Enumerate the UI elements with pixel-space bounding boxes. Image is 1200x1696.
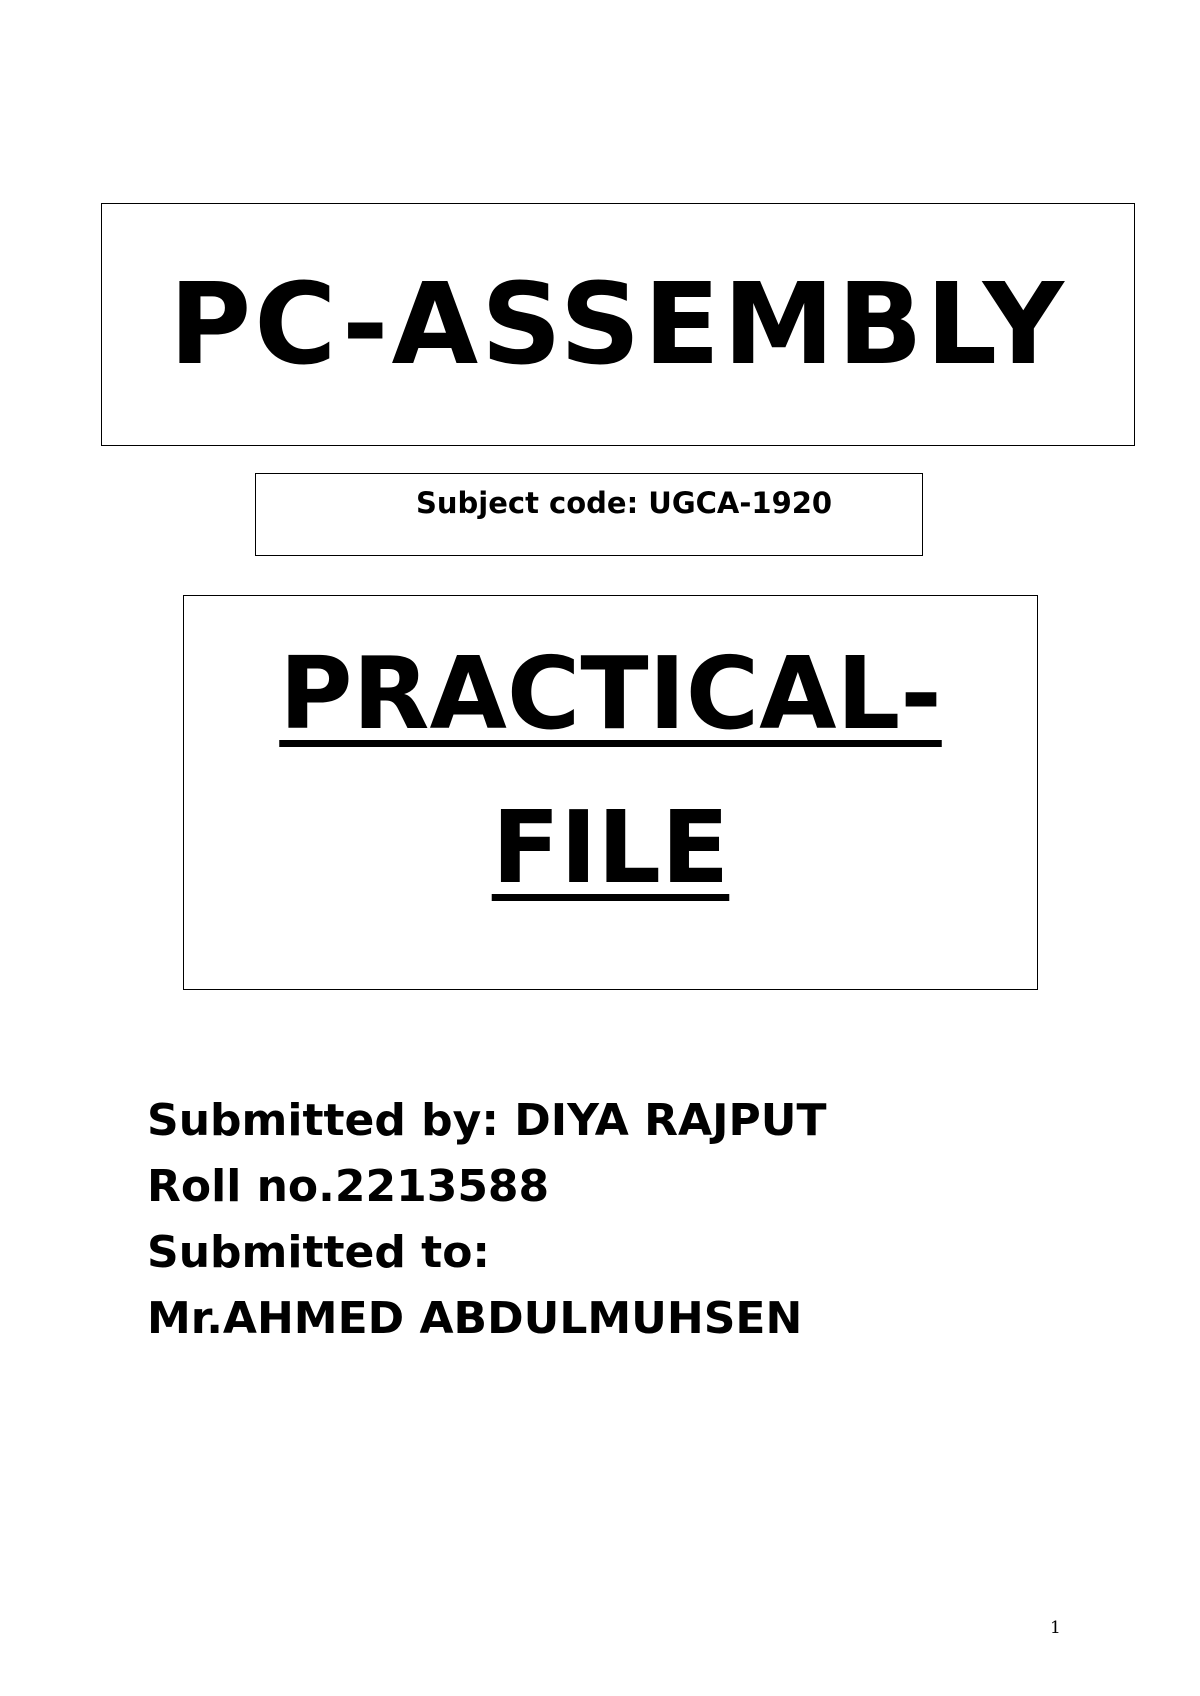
subject-code-box (255, 473, 923, 556)
page-number: 1 (1050, 1618, 1061, 1638)
practical-heading-line-1 (184, 635, 1037, 752)
submitted-to-label: Submitted to: (147, 1227, 491, 1278)
practical-file-box (183, 595, 1038, 990)
practical-heading-text-1: PRACTICAL- (279, 635, 942, 752)
submitted-by: Submitted by: DIYA RAJPUT (147, 1095, 827, 1146)
title-box (101, 203, 1135, 446)
practical-heading-text-2: FILE (491, 789, 730, 906)
teacher-name: Mr.AHMED ABDULMUHSEN (147, 1293, 803, 1344)
roll-number: Roll no.2213588 (147, 1161, 550, 1212)
document-title: PC-ASSEMBLY (169, 259, 1067, 390)
practical-heading-line-2 (184, 789, 1037, 906)
submission-info (147, 1088, 826, 1352)
subject-code: Subject code: UGCA-1920 (416, 486, 833, 520)
